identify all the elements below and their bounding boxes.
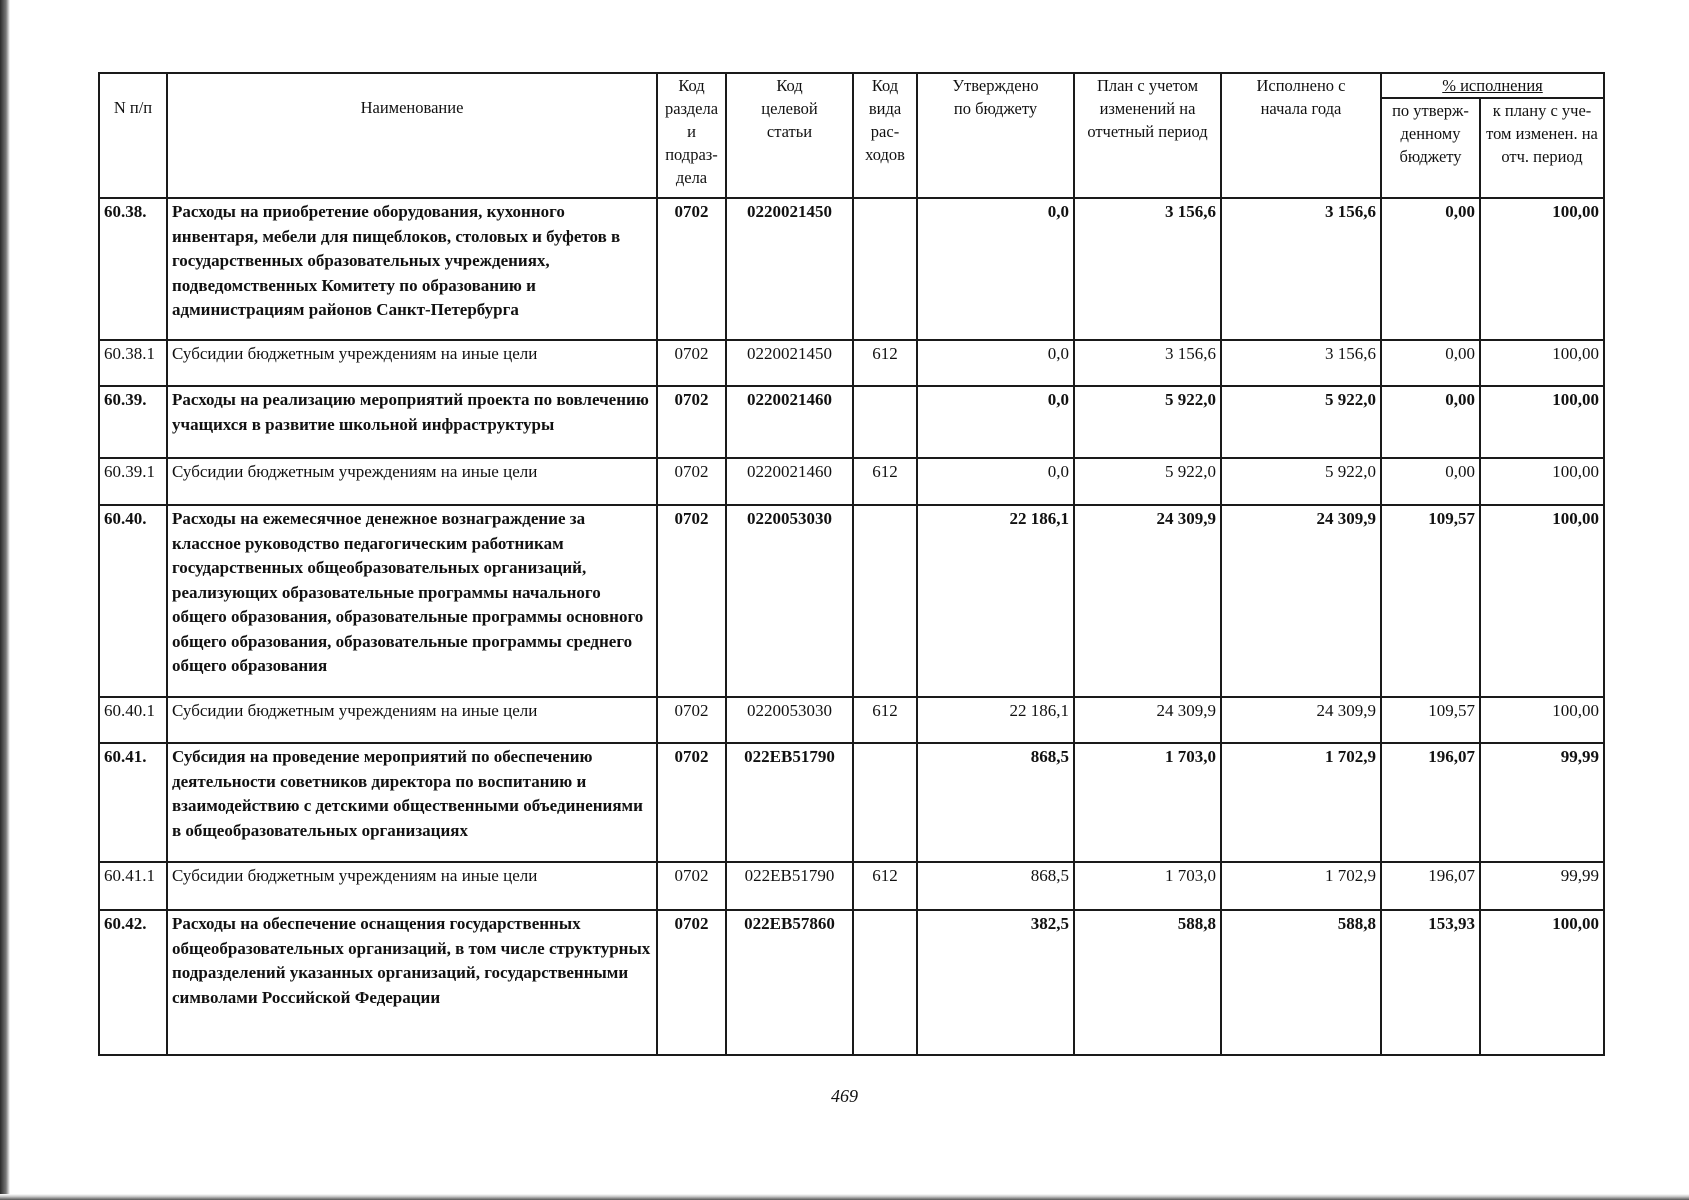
table-row: [99, 340, 1604, 386]
table-header-row: [99, 73, 1604, 98]
row-pct-budget: 196,07: [1381, 743, 1480, 862]
row-expense-kind: 612: [853, 697, 917, 743]
row-plan: 5 922,0: [1074, 458, 1221, 505]
col-header-executed: Исполнено с начала года: [1221, 73, 1381, 198]
row-executed: 5 922,0: [1221, 386, 1381, 458]
row-target-code: 022EB57860: [726, 910, 853, 1055]
row-plan: 1 703,0: [1074, 862, 1221, 910]
row-plan: 24 309,9: [1074, 505, 1221, 697]
row-plan: 3 156,6: [1074, 198, 1221, 340]
row-section-code: 0702: [657, 458, 726, 505]
row-name: Расходы на приобретение оборудования, кухонного инвентаря, мебели для пищеблоков, столовых и буфетов в государственных образовательных учреждениях, подведомственных Комитету по образованию и администрациям районов Санкт-Петербурга: [167, 198, 657, 340]
row-expense-kind: 612: [853, 458, 917, 505]
row-section-code: 0702: [657, 862, 726, 910]
row-target-code: 0220021460: [726, 386, 853, 458]
row-expense-kind: 612: [853, 862, 917, 910]
col-header-pct-budget: по утверж-денному бюджету: [1381, 98, 1480, 198]
row-section-code: 0702: [657, 198, 726, 340]
table-row: [99, 697, 1604, 743]
row-pct-plan: 99,99: [1480, 743, 1604, 862]
col-header-percent: % исполнения: [1381, 73, 1604, 98]
row-approved: 868,5: [917, 862, 1074, 910]
row-number: 60.39.1: [99, 458, 167, 505]
row-approved: 22 186,1: [917, 697, 1074, 743]
row-approved: 0,0: [917, 386, 1074, 458]
table-row: [99, 505, 1604, 697]
row-expense-kind: [853, 743, 917, 862]
row-section-code: 0702: [657, 910, 726, 1055]
row-plan: 1 703,0: [1074, 743, 1221, 862]
row-section-code: 0702: [657, 340, 726, 386]
table-row: [99, 743, 1604, 862]
row-section-code: 0702: [657, 505, 726, 697]
row-target-code: 0220021450: [726, 340, 853, 386]
row-section-code: 0702: [657, 386, 726, 458]
row-plan: 5 922,0: [1074, 386, 1221, 458]
table-row: [99, 386, 1604, 458]
table-row: [99, 458, 1604, 505]
row-name: Расходы на ежемесячное денежное вознаграждение за классное руководство педагогическим работникам государственных общеобразовательных организаций, реализующих образовательные программы начального общего образования, образовательные программы основного общего образования, образовательные программы среднего общего образования: [167, 505, 657, 697]
row-plan: 3 156,6: [1074, 340, 1221, 386]
row-pct-budget: 153,93: [1381, 910, 1480, 1055]
row-number: 60.40.: [99, 505, 167, 697]
row-number: 60.41.1: [99, 862, 167, 910]
row-target-code: 022EB51790: [726, 743, 853, 862]
col-header-approved: Утверждено по бюджету: [917, 73, 1074, 198]
row-executed: 1 702,9: [1221, 743, 1381, 862]
row-name: Расходы на обеспечение оснащения государственных общеобразовательных организаций, в том числе структурных подразделений указанных организаций, государственными символами Российской Федерации: [167, 910, 657, 1055]
row-name: Субсидии бюджетным учреждениям на иные цели: [167, 862, 657, 910]
col-header-pct-plan: к плану с уче-том изменен. на отч. период: [1480, 98, 1604, 198]
row-expense-kind: [853, 386, 917, 458]
row-pct-budget: 0,00: [1381, 340, 1480, 386]
row-name: Субсидии бюджетным учреждениям на иные цели: [167, 697, 657, 743]
row-pct-budget: 196,07: [1381, 862, 1480, 910]
row-approved: 22 186,1: [917, 505, 1074, 697]
row-section-code: 0702: [657, 743, 726, 862]
col-header-name: Наименование: [167, 73, 657, 198]
row-pct-plan: 100,00: [1480, 505, 1604, 697]
row-expense-kind: [853, 910, 917, 1055]
row-target-code: 0220053030: [726, 505, 853, 697]
row-pct-budget: 0,00: [1381, 386, 1480, 458]
row-executed: 24 309,9: [1221, 697, 1381, 743]
row-pct-plan: 99,99: [1480, 862, 1604, 910]
row-pct-budget: 109,57: [1381, 505, 1480, 697]
row-number: 60.38.: [99, 198, 167, 340]
table-row: [99, 198, 1604, 340]
row-target-code: 022EB51790: [726, 862, 853, 910]
row-executed: 588,8: [1221, 910, 1381, 1055]
row-pct-plan: 100,00: [1480, 198, 1604, 340]
table-row: [99, 910, 1604, 1055]
table-row: [99, 862, 1604, 910]
row-pct-plan: 100,00: [1480, 697, 1604, 743]
row-executed: 3 156,6: [1221, 198, 1381, 340]
scan-page-bottom-edge: [0, 1194, 1689, 1200]
row-approved: 0,0: [917, 458, 1074, 505]
row-plan: 588,8: [1074, 910, 1221, 1055]
row-target-code: 0220021460: [726, 458, 853, 505]
row-pct-plan: 100,00: [1480, 386, 1604, 458]
row-section-code: 0702: [657, 697, 726, 743]
row-pct-budget: 0,00: [1381, 458, 1480, 505]
col-header-section-code: Код раздела и подраз-дела: [657, 73, 726, 198]
col-header-expense-kind: Код вида рас-ходов: [853, 73, 917, 198]
row-plan: 24 309,9: [1074, 697, 1221, 743]
row-approved: 382,5: [917, 910, 1074, 1055]
row-expense-kind: 612: [853, 340, 917, 386]
col-header-plan: План с учетом изменений на отчетный период: [1074, 73, 1221, 198]
row-name: Субсидии бюджетным учреждениям на иные цели: [167, 458, 657, 505]
row-name: Субсидия на проведение мероприятий по обеспечению деятельности советников директора по воспитанию и взаимодействию с детскими общественными объединениями в общеобразовательных организациях: [167, 743, 657, 862]
row-expense-kind: [853, 505, 917, 697]
col-header-npp: N п/п: [99, 73, 167, 198]
row-approved: 0,0: [917, 198, 1074, 340]
col-header-target-code: Код целевой статьи: [726, 73, 853, 198]
row-expense-kind: [853, 198, 917, 340]
page-number: 469: [831, 1086, 858, 1106]
budget-execution-table: [98, 72, 1605, 1056]
row-number: 60.39.: [99, 386, 167, 458]
row-number: 60.41.: [99, 743, 167, 862]
row-pct-plan: 100,00: [1480, 458, 1604, 505]
row-number: 60.42.: [99, 910, 167, 1055]
row-name: Субсидии бюджетным учреждениям на иные цели: [167, 340, 657, 386]
row-approved: 868,5: [917, 743, 1074, 862]
row-executed: 24 309,9: [1221, 505, 1381, 697]
row-number: 60.38.1: [99, 340, 167, 386]
row-approved: 0,0: [917, 340, 1074, 386]
scan-page-edge: [0, 0, 10, 1200]
row-executed: 1 702,9: [1221, 862, 1381, 910]
row-pct-budget: 0,00: [1381, 198, 1480, 340]
row-pct-plan: 100,00: [1480, 910, 1604, 1055]
row-name: Расходы на реализацию мероприятий проекта по вовлечению учащихся в развитие школьной инфраструктуры: [167, 386, 657, 458]
row-pct-plan: 100,00: [1480, 340, 1604, 386]
row-target-code: 0220021450: [726, 198, 853, 340]
row-executed: 3 156,6: [1221, 340, 1381, 386]
row-target-code: 0220053030: [726, 697, 853, 743]
row-pct-budget: 109,57: [1381, 697, 1480, 743]
row-number: 60.40.1: [99, 697, 167, 743]
row-executed: 5 922,0: [1221, 458, 1381, 505]
